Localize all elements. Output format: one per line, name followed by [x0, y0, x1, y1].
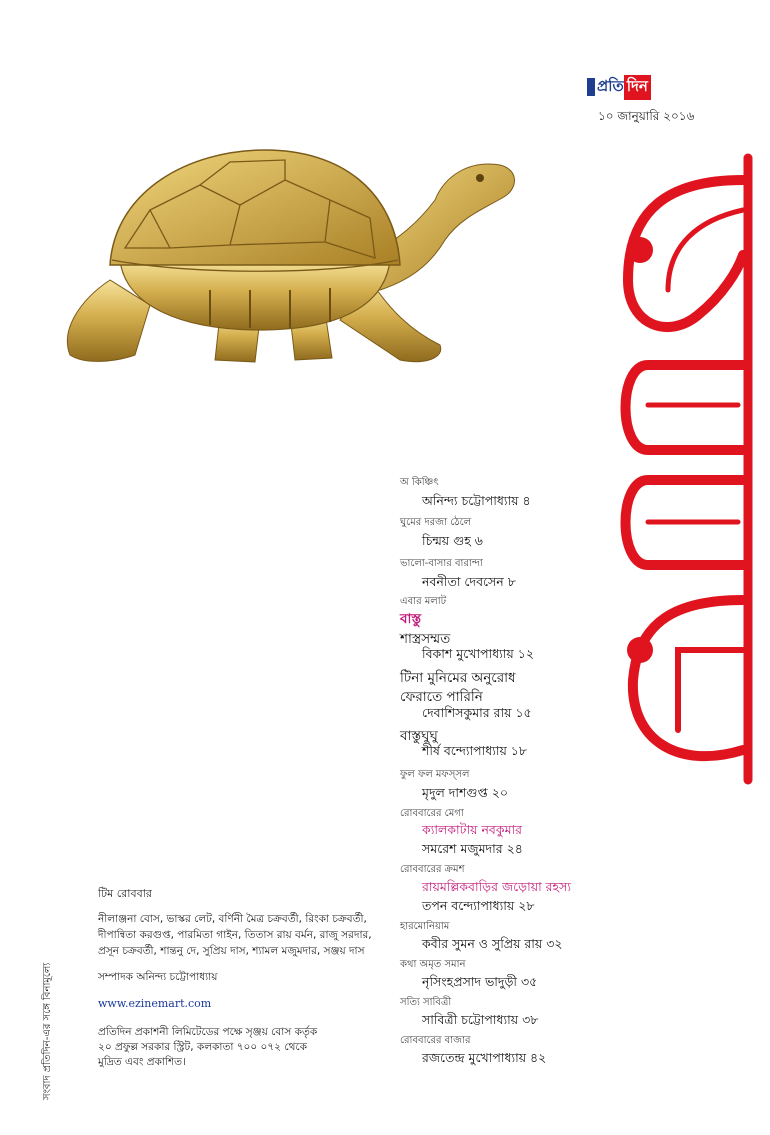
logo-mark-icon	[587, 78, 595, 96]
brass-turtle-image	[40, 130, 530, 390]
issue-date: ১০ জানুয়ারি ২০১৬	[598, 109, 695, 123]
toc-entry: সমরেশ মজুমদার ২৪	[422, 841, 523, 856]
publisher-line: প্রতিদিন প্রকাশনী লিমিটেডের পক্ষে সৃঞ্জয় বোস কর্তৃক	[98, 1026, 318, 1038]
toc-section-label: রোববারের মেগা	[400, 808, 464, 819]
toc-entry: চিন্ময় গুহ ৬	[422, 533, 483, 548]
toc-entry: তপন বন্দ্যোপাধ্যায় ২৮	[422, 898, 535, 913]
toc-section-label: কথা অমৃত সমান	[400, 959, 466, 970]
toc-section-label: সত্যি সাবিত্রী	[400, 997, 452, 1008]
cover-story-title: বাস্তু	[400, 611, 422, 627]
toc-section-label: ফুল ফল মফস্সল	[400, 769, 470, 780]
toc-entry: বিকাশ মুখোপাধ্যায় ১২	[422, 646, 535, 661]
publisher-line: ২০ প্রফুল্ল সরকার স্ট্রিট, কলকাতা ৭০০ ০৭২ থেকে	[98, 1041, 307, 1053]
toc-entry: শীর্ষ বন্দ্যোপাধ্যায় ১৮	[422, 743, 528, 758]
logo-text-part1: প্রতি	[597, 76, 624, 95]
toc-entry: নবনীতা দেবসেন ৮	[422, 574, 516, 589]
toc-entry: মৃদুল দাশগুপ্ত ২০	[422, 785, 508, 800]
team-members-line: নীলাঞ্জনা বোস, ভাস্কর লেট, বর্ণিনী মৈত্র চক্রবর্তী, রিংকা চক্রবর্তী,	[98, 913, 367, 925]
toc-entry: রায়মল্লিকবাড়ির জড়োয়া রহস্য	[422, 879, 571, 894]
website-link[interactable]: www.ezinemart.com	[98, 997, 212, 1010]
sangbad-pratidin-logo	[587, 76, 651, 98]
toc-entry: রজতেন্দ্র মুখোপাধ্যায় ৪২	[422, 1050, 547, 1065]
toc-entry: অনিন্দ্য চট্টোপাধ্যায় ৪	[422, 493, 531, 508]
toc-entry: ফেরাতে পারিনি	[400, 689, 483, 705]
vertical-free-supplement-note	[40, 880, 54, 1100]
team-title: টিম রোববার	[98, 887, 152, 900]
toc-entry: বাস্তুঘুঘু	[400, 728, 438, 744]
toc-section-label: অ কিঞ্চিৎ	[400, 477, 439, 488]
vertical-note-text: সংবাদ প্রতিদিন-এর সঙ্গে বিনামূল্যে	[42, 962, 53, 1100]
toc-entry: নৃসিংহপ্রসাদ ভাদুড়ী ৩৫	[422, 974, 538, 989]
logo-text-part2: দিন	[624, 75, 651, 100]
team-members-line: দীপান্বিতা করগুপ্ত, পারমিতা গাইন, তিতাস রায় বর্মন, রাজু সরদার,	[98, 929, 372, 941]
toc-entry: কবীর সুমন ও সুপ্রিয় রায় ৩২	[422, 936, 563, 951]
toc-section-label: রোববারের বাজার	[400, 1035, 471, 1046]
publisher-line: মুদ্রিত এবং প্রকাশিত।	[98, 1056, 186, 1068]
toc-section-label: ভালো-বাসার বারান্দা	[400, 558, 483, 569]
toc-section-label: ঘুমের দরজা ঠেলে	[400, 517, 472, 528]
masthead-robbar	[588, 150, 758, 790]
editor-credit: সম্পাদক অনিন্দ্য চট্টোপাধ্যায়	[98, 971, 218, 983]
toc-entry: দেবাশিসকুমার রায় ১৫	[422, 705, 532, 720]
toc-section-label: এবার মলাট	[400, 596, 447, 607]
team-members-line: প্রসূন চক্রবর্তী, শান্তনু দে, সুপ্রিয় দাস, শ্যামল মজুমদার, সঞ্জয় দাস	[98, 945, 365, 957]
toc-section-label: হারমোনিয়াম	[400, 921, 450, 932]
toc-entry: শাস্ত্রসম্মত	[400, 631, 451, 647]
toc-section-label: রোববারের ক্রমশ	[400, 864, 465, 875]
toc-entry: টিনা মুনিমের অনুরোধ	[400, 670, 516, 686]
toc-entry: সাবিত্রী চট্টোপাধ্যায় ৩৮	[422, 1012, 539, 1027]
toc-entry: ক্যালকাটায় নবকুমার	[422, 822, 523, 837]
